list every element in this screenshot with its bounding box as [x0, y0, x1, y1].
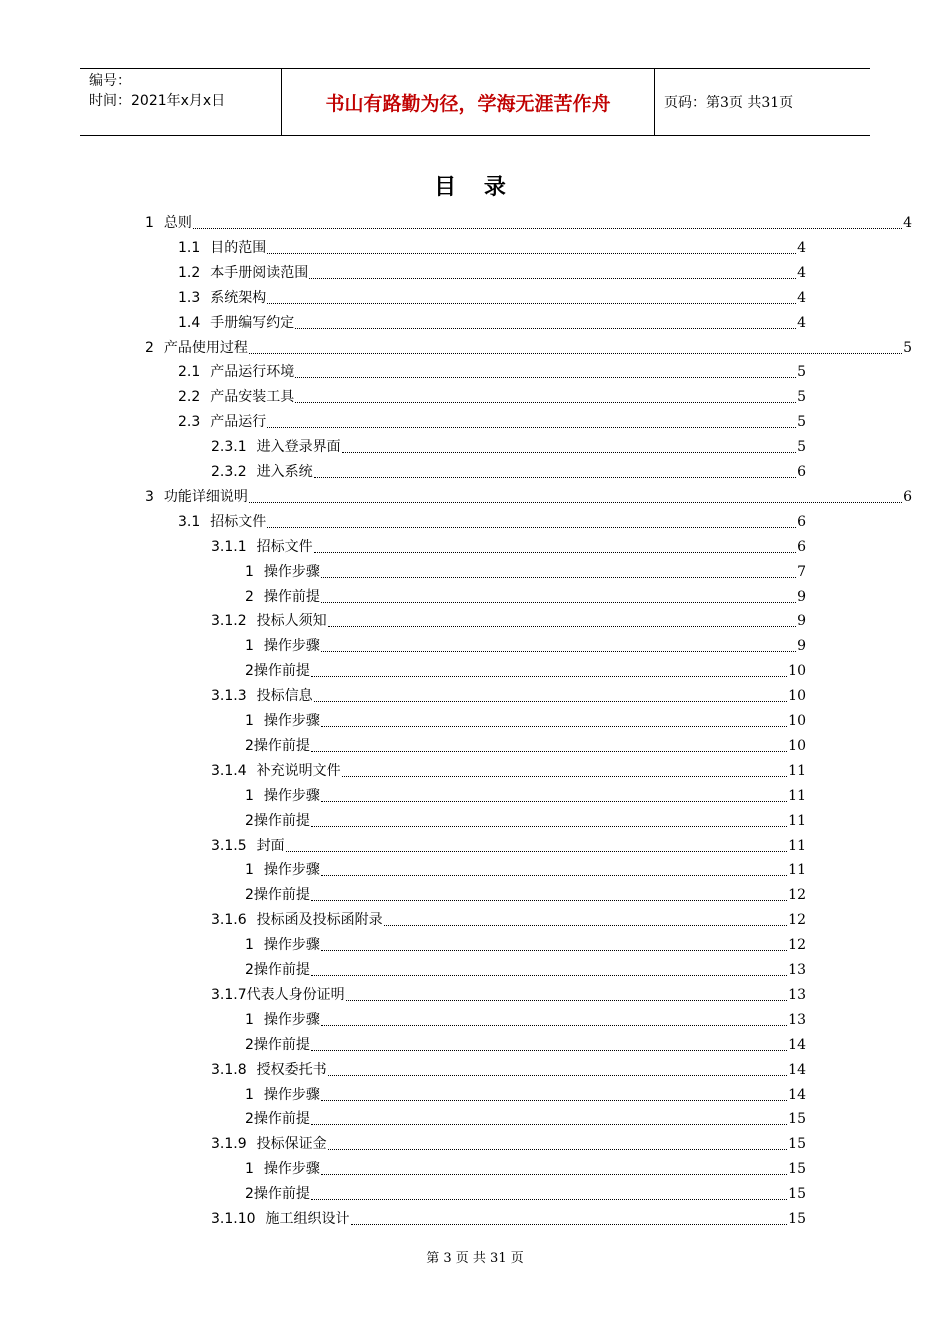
toc-entry[interactable] [178, 357, 806, 381]
toc-entry[interactable] [245, 656, 806, 680]
toc-dot-leader [249, 501, 902, 503]
toc-dot-leader [384, 924, 788, 926]
header-left-cell [80, 69, 282, 135]
toc-dot-leader [321, 1024, 787, 1026]
toc-entry-title: 产品安装工具 [210, 389, 295, 406]
toc-entry-title: 2操作前提 [245, 962, 310, 978]
toc-entry[interactable] [178, 258, 806, 282]
toc-entry[interactable] [211, 681, 806, 705]
document-code-label: 编号： [89, 73, 131, 89]
toc-entry-page: 6 [797, 464, 806, 480]
toc-entry[interactable] [211, 905, 806, 929]
toc-dot-leader [295, 376, 796, 378]
toc-entry[interactable] [145, 208, 912, 232]
toc-entry-title: 招标文件 [210, 513, 267, 530]
toc-entry-page: 9 [797, 638, 806, 655]
toc-entry-page: 13 [788, 962, 806, 978]
toc-entry-page: 14 [788, 1061, 806, 1078]
toc-entry-page: 12 [788, 912, 806, 929]
toc-entry-title: 投标人须知 [256, 613, 327, 630]
toc-entry-page: 15 [788, 1186, 806, 1203]
toc-entry-number: 3.1.4 [211, 762, 247, 779]
toc-entry[interactable] [245, 955, 806, 979]
page-header [80, 68, 870, 136]
toc-entry-title: 投标保证金 [256, 1136, 327, 1153]
toc-entry-title: 授权委托书 [256, 1061, 327, 1078]
toc-entry[interactable] [245, 1080, 806, 1104]
toc-entry-number: 1 [245, 937, 254, 954]
toc-dot-leader [267, 252, 796, 254]
toc-entry-title: 操作步骤 [263, 1011, 320, 1028]
toc-entry-title: 产品运行 [210, 414, 267, 431]
toc-entry-page: 5 [797, 414, 806, 431]
toc-dot-leader [321, 1173, 787, 1175]
toc-entry-title: 操作步骤 [263, 862, 320, 879]
toc-entry[interactable] [245, 1104, 806, 1128]
toc-entry-page: 12 [788, 887, 806, 904]
header-page-info: 页码：第3页 共31页 [664, 95, 794, 111]
toc-entry-title: 进入系统 [256, 464, 313, 480]
toc-entry-page: 4 [797, 264, 806, 281]
toc-entry-number: 1 [245, 713, 254, 729]
toc-entry[interactable] [245, 1030, 806, 1054]
toc-entry[interactable] [245, 1005, 806, 1029]
toc-entry-title: 封面 [256, 837, 285, 854]
toc-entry-number: 3.1.2 [211, 613, 247, 630]
toc-entry-page: 15 [788, 1161, 806, 1178]
toc-dot-leader [311, 750, 787, 752]
toc-entry-title: 2操作前提 [245, 663, 310, 680]
toc-entry-page: 12 [788, 937, 806, 954]
toc-dot-leader [321, 725, 787, 727]
toc-entry-title: 产品使用过程 [163, 339, 248, 356]
toc-entry-page: 15 [788, 1136, 806, 1153]
toc-entry-number: 1 [245, 1161, 254, 1178]
toc-entry[interactable] [178, 308, 806, 332]
toc-dot-leader [311, 1049, 787, 1051]
toc-entry-title: 进入登录界面 [256, 439, 341, 456]
toc-entry-title: 2操作前提 [245, 887, 310, 904]
toc-dot-leader [328, 1074, 788, 1076]
toc-entry-number: 1.2 [178, 264, 201, 281]
toc-dot-leader [267, 426, 796, 428]
toc-title: 目 录 [434, 174, 516, 200]
toc-entry-title: 总则 [163, 215, 192, 231]
toc-dot-leader [193, 227, 902, 229]
toc-entry[interactable] [178, 233, 806, 257]
toc-entry-page: 7 [797, 563, 806, 580]
toc-entry-page: 13 [788, 1011, 806, 1028]
toc-entry-page: 11 [788, 812, 806, 829]
toc-entry-number: 3.1.3 [211, 688, 247, 705]
toc-entry-page: 4 [903, 215, 912, 231]
toc-dot-leader [351, 1223, 788, 1225]
toc-entry-page: 10 [788, 688, 806, 705]
toc-dot-leader [328, 1148, 788, 1150]
toc-dot-leader [321, 1099, 787, 1101]
toc-entry-title: 操作步骤 [263, 638, 320, 655]
toc-entry-title: 操作步骤 [263, 1161, 320, 1178]
toc-entry-title: 操作步骤 [263, 713, 320, 729]
toc-entry[interactable] [211, 457, 806, 481]
toc-entry[interactable] [178, 507, 806, 531]
toc-entry-page: 5 [903, 339, 912, 356]
toc-dot-leader [286, 850, 788, 852]
toc-dot-leader [311, 1198, 787, 1200]
header-motto: 书山有路勤为径，学海无涯苦作舟 [282, 69, 655, 135]
toc-dot-leader [321, 576, 796, 578]
toc-entry-title: 投标函及投标函附录 [256, 912, 383, 929]
toc-entry[interactable] [245, 1179, 806, 1203]
toc-dot-leader [342, 775, 788, 777]
toc-entry-number: 2.2 [178, 389, 201, 406]
toc-entry[interactable] [211, 532, 806, 556]
toc-entry-title: 功能详细说明 [163, 488, 248, 505]
toc-entry-number: 2.3 [178, 414, 201, 431]
toc-entry-page: 13 [788, 986, 806, 1003]
toc-entry-number: 1 [245, 862, 254, 879]
toc-dot-leader [309, 277, 796, 279]
toc-entry-page: 15 [788, 1211, 806, 1227]
toc-entry[interactable] [245, 781, 806, 805]
toc-entry-title: 操作步骤 [263, 937, 320, 954]
toc-entry-number: 1.4 [178, 314, 201, 331]
toc-entry[interactable] [245, 855, 806, 879]
toc-entry-title: 目的范围 [210, 239, 267, 256]
toc-entry-number: 2.1 [178, 364, 201, 381]
toc-dot-leader [311, 1123, 787, 1125]
toc-entry[interactable] [245, 557, 806, 581]
toc-entry-number: 3.1.6 [211, 912, 247, 929]
toc-entry-title: 2操作前提 [245, 812, 310, 829]
toc-dot-leader [267, 302, 796, 304]
toc-dot-leader [321, 800, 787, 802]
toc-dot-leader [342, 451, 796, 453]
toc-dot-leader [321, 949, 787, 951]
toc-entry-page: 14 [788, 1036, 806, 1053]
toc-dot-leader [328, 625, 796, 627]
toc-entry[interactable] [145, 333, 912, 357]
toc-entry-title: 2操作前提 [245, 1186, 310, 1203]
toc-entry[interactable] [178, 382, 806, 406]
toc-entry[interactable] [178, 283, 806, 307]
toc-entry[interactable] [211, 606, 806, 630]
toc-dot-leader [321, 601, 796, 603]
toc-entry-title: 施工组织设计 [265, 1211, 350, 1227]
toc-entry-title: 补充说明文件 [256, 762, 341, 779]
toc-entry-page: 5 [797, 439, 806, 456]
toc-entry-page: 9 [797, 613, 806, 630]
toc-entry-number: 3.1.10 [211, 1211, 256, 1227]
toc-entry-page: 15 [788, 1111, 806, 1128]
toc-entry[interactable] [245, 880, 806, 904]
toc-entry-number: 1 [245, 638, 254, 655]
toc-entry[interactable] [211, 1055, 806, 1079]
toc-entry[interactable] [245, 631, 806, 655]
page-footer: 第 3 页 共 31 页 [426, 1251, 524, 1266]
toc-entry-page: 10 [788, 713, 806, 729]
toc-dot-leader [249, 352, 902, 354]
toc-dot-leader [321, 874, 787, 876]
toc-entry-number: 3.1.9 [211, 1136, 247, 1153]
toc-entry-number: 3.1.8 [211, 1061, 247, 1078]
toc-entry-title: 招标文件 [256, 538, 313, 555]
document-date: 时间：2021年x月x日 [89, 93, 226, 109]
toc-entry[interactable] [211, 1129, 806, 1153]
toc-entry-title: 操作步骤 [263, 563, 320, 580]
toc-entry-page: 4 [797, 239, 806, 256]
toc-entry-number: 1 [245, 563, 254, 580]
toc-entry-number: 2.3.2 [211, 464, 247, 480]
toc-dot-leader [311, 974, 787, 976]
toc-entry[interactable] [178, 407, 806, 431]
toc-entry-page: 6 [797, 513, 806, 530]
toc-entry-page: 4 [797, 289, 806, 306]
toc-entry-page: 5 [797, 364, 806, 381]
toc-entry[interactable] [245, 930, 806, 954]
toc-entry-page: 4 [797, 314, 806, 331]
toc-entry-number: 2.3.1 [211, 439, 247, 456]
toc-entry-title: 3.1.7代表人身份证明 [211, 986, 345, 1003]
toc-entry-number: 2 [245, 588, 254, 605]
toc-entry[interactable] [145, 482, 912, 506]
toc-entry[interactable] [211, 1204, 806, 1228]
toc-dot-leader [346, 999, 788, 1001]
toc-dot-leader [295, 327, 796, 329]
toc-entry-page: 6 [903, 488, 912, 505]
toc-entry-number: 1 [245, 1011, 254, 1028]
toc-dot-leader [314, 551, 796, 553]
toc-entry-page: 5 [797, 389, 806, 406]
toc-entry-title: 投标信息 [256, 688, 313, 705]
toc-entry-page: 10 [788, 663, 806, 680]
toc-entry-number: 1.1 [178, 239, 201, 256]
toc-dot-leader [311, 825, 787, 827]
toc-entry-title: 操作前提 [263, 588, 320, 605]
toc-entry-title: 操作步骤 [263, 787, 320, 804]
toc-dot-leader [314, 700, 788, 702]
toc-entry-title: 2操作前提 [245, 1111, 310, 1128]
toc-entry[interactable] [211, 756, 806, 780]
toc-entry-title: 本手册阅读范围 [210, 264, 309, 281]
toc-entry-number: 3.1.1 [211, 538, 247, 555]
toc-dot-leader [267, 526, 796, 528]
toc-entry[interactable] [211, 432, 806, 456]
toc-dot-leader [314, 476, 796, 478]
toc-entry-page: 6 [797, 538, 806, 555]
toc-entry-title: 系统架构 [210, 289, 267, 306]
toc-entry-title: 产品运行环境 [210, 364, 295, 381]
toc-entry-page: 11 [788, 787, 806, 804]
toc-entry-number: 1 [245, 787, 254, 804]
toc-entry[interactable] [245, 1154, 806, 1178]
toc-entry-page: 9 [797, 588, 806, 605]
toc-dot-leader [295, 401, 796, 403]
toc-entry-number: 3.1.5 [211, 837, 247, 854]
toc-dot-leader [321, 650, 796, 652]
toc-entry-number: 3.1 [178, 513, 201, 530]
toc-entry-number: 1 [145, 215, 154, 231]
toc-entry[interactable] [245, 731, 806, 755]
toc-entry-title: 手册编写约定 [210, 314, 295, 331]
toc-dot-leader [311, 899, 787, 901]
toc-entry-page: 14 [788, 1086, 806, 1103]
toc-entry-number: 1 [245, 1086, 254, 1103]
toc-entry-number: 3 [145, 488, 154, 505]
toc-entry-number: 1.3 [178, 289, 201, 306]
toc-entry[interactable] [245, 706, 806, 730]
toc-entry-number: 2 [145, 339, 154, 356]
toc-entry-title: 2操作前提 [245, 737, 310, 754]
toc-entry-title: 操作步骤 [263, 1086, 320, 1103]
toc-entry[interactable] [211, 980, 806, 1004]
toc-entry[interactable] [211, 831, 806, 855]
toc-entry-page: 11 [788, 862, 806, 879]
toc-dot-leader [311, 675, 787, 677]
toc-entry-page: 11 [788, 762, 806, 779]
toc-entry-page: 10 [788, 737, 806, 754]
toc-entry-title: 2操作前提 [245, 1036, 310, 1053]
toc-entry[interactable] [245, 806, 806, 830]
toc-entry[interactable] [245, 582, 806, 606]
toc-entry-page: 11 [788, 837, 806, 854]
